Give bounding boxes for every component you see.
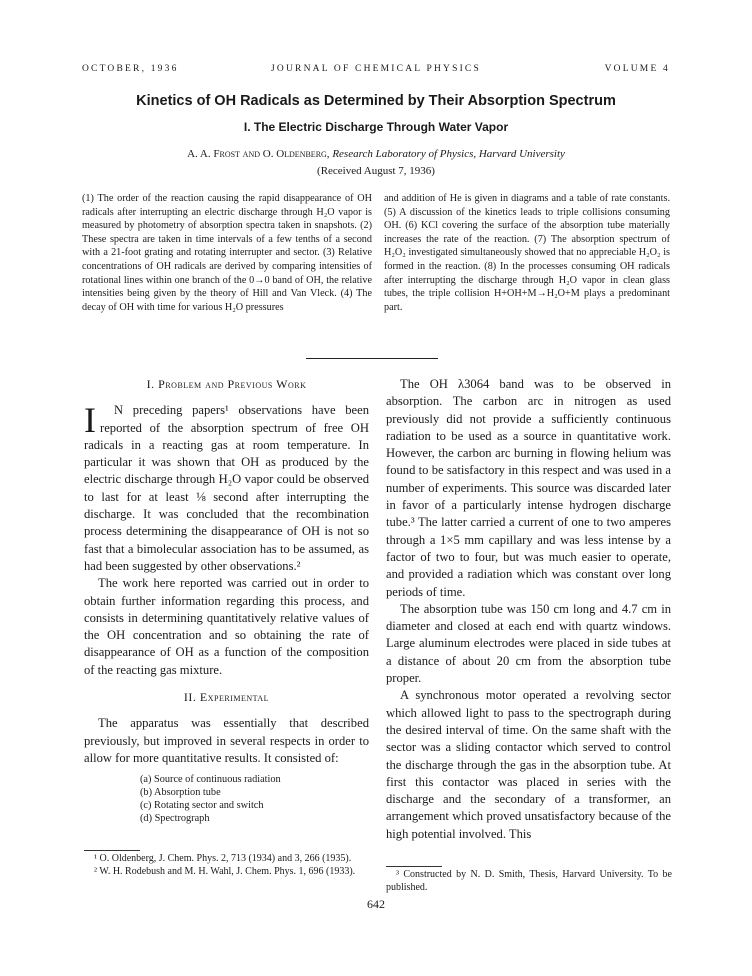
list-item: (d) Spectrograph xyxy=(140,813,210,825)
list-item: (b) Absorption tube xyxy=(140,787,221,799)
footnotes-left xyxy=(84,853,372,878)
page-number: 642 xyxy=(367,897,385,911)
footnotes-right xyxy=(386,869,672,894)
list-item: (a) Source of continuous radiation xyxy=(140,774,281,786)
running-head-volume: VOLUME 4 xyxy=(604,64,670,74)
author-names: A. A. Frost and O. Oldenberg, xyxy=(187,148,330,160)
section-heading-1 xyxy=(84,376,369,393)
author-line xyxy=(0,148,752,160)
footnote-rule-left xyxy=(84,850,140,851)
section-numeral-2: II. xyxy=(183,690,197,705)
article-subtitle: I. The Electric Discharge Through Water Vapor xyxy=(243,120,509,134)
section1-paragraph-1 xyxy=(84,402,369,575)
drop-cap: I xyxy=(84,400,96,441)
right-paragraph-1: The OH λ3064 band was to be observed in absorption. The carbon arc in nitrogen as used previously did not provide a sufficiently continuous radiation to be used as a source in quantitative work. However, the carbon arc burning in flowing helium was found to be satisfactory in this respect and was used in a number of experiments. This source was discarded later in favor of a particularly intense hydrogen discharge tube.³ The latter carried a current of one to two amperes through a 1×5 mm capillary and was less intense by a factor of two to four, but was much easier to operate, and provided a radiation which was constant over long periods of time. xyxy=(386,377,671,599)
article-title: Kinetics of OH Radicals as Determined by Their Absorption Spectrum xyxy=(136,93,616,109)
footnote-rule-right xyxy=(386,866,442,867)
body-right-column xyxy=(386,376,671,843)
section1-p1-text: N preceding papers¹ observations have been reported of the absorption spectrum of free OH radicals in a reacting gas at room temperature. In particular it was shown that OH as produced by the electric discharge through H₂O vapor could be observed to last for at least ⅛ second after interrupting the discharge. It was concluded that the recombination process determining the disappearance of OH is not so fast that a bimolecular association has to be assumed, as had been suggested by other observations.² xyxy=(84,403,369,573)
right-paragraph-3: A synchronous motor operated a revolving sector which allowed light to pass to the spectrograph during the desired interval of time. On the same shaft with the sector was a sliding contactor which served to control the discharge through the gas in the absorption tube. At first this contactor was placed in series with the discharge and the secondary of a transformer, an arrangement which proved unsatisfactory because of the high potential involved. This xyxy=(386,688,671,841)
footnote-2: ² W. H. Rodebush and M. H. Wahl, J. Chem. Phys. 1, 696 (1933). xyxy=(94,865,356,877)
body-left-column xyxy=(84,376,369,825)
section2-paragraph-1: The apparatus was essentially that described previously, but improved in several respects in order to allow for more quantitative results. It consisted of: xyxy=(84,716,369,765)
section1-paragraph-2: The work here reported was carried out in order to obtain further information regarding this process, and consists in determining quantitatively relative values of the OH concentration and so obtaining the rate of disappearance of OH as a function of the composition of the reacting gas mixture. xyxy=(84,576,369,677)
running-head-date: OCTOBER, 1936 xyxy=(82,64,179,74)
received-date: (Received August 7, 1936) xyxy=(317,165,435,177)
right-paragraph-2: The absorption tube was 150 cm long and 4.7 cm in diameter and closed at each end with quartz windows. Large aluminum electrodes were placed in side tubes at a distance of about 20 cm from the absorption tube proper. xyxy=(386,601,671,686)
section-heading-2 xyxy=(84,689,369,706)
abstract-left-column: (1) The order of the reaction causing the rapid disappearance of OH radicals after interrupting an electric discharge through H₂O vapor is measured by photometry of absorption spectra taken in snapshots. (2) These spectra are taken in time intervals of a few tenths of a second with a 21-foot grating and rotating interrupter and sector. (3) Relative concentrations of OH radicals are derived by comparing intensities of rotational lines within one branch of the 0→0 band of OH, the relative intensities being given by the theory of Hill and Van Vleck. (4) The decay of OH with time for various H₂O pressures xyxy=(82,193,372,313)
running-head-journal: JOURNAL OF CHEMICAL PHYSICS xyxy=(271,64,481,74)
abstract-right-column: and addition of He is given in diagrams and a table of rate constants. (5) A discussion of the kinetics leads to triple collisions consuming OH. (6) KCl covering the surface of the absorption tube materially increases the rate of the reaction. (7) The absorption spectrum of H₂O₂ investigated simultaneously showed that no appreciable H₂O₂ is formed in the reaction. (8) In the processes consuming OH radicals after interrupting the discharge through H₂O vapor in clean glass tubes, the triple collision H+OH+M→H₂O+M plays a predominant part. xyxy=(384,193,670,313)
author-affiliation: Research Laboratory of Physics, Harvard University xyxy=(332,148,565,160)
list-item: (c) Rotating sector and switch xyxy=(140,800,264,812)
footnote-1: ¹ O. Oldenberg, J. Chem. Phys. 2, 713 (1934) and 3, 266 (1935). xyxy=(94,853,352,864)
footnote-3: ³ Constructed by N. D. Smith, Thesis, Harvard University. To be published. xyxy=(386,869,672,893)
section-numeral-1: I. xyxy=(146,377,155,391)
separator-rule xyxy=(306,358,438,359)
apparatus-list xyxy=(140,773,369,825)
section-title-2: Experimental xyxy=(199,690,270,705)
section-title-1: Problem and Previous Work xyxy=(158,377,307,391)
